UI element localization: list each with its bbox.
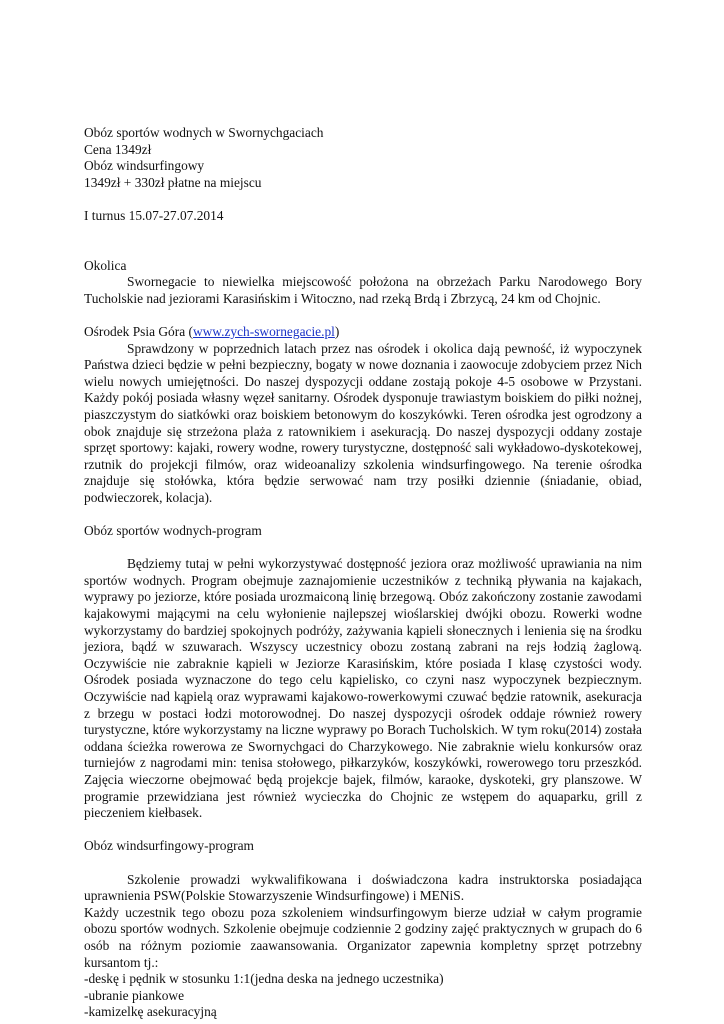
program-windsurf-text2: Każdy uczestnik tego obozu poza szkoleniem windsurfingowym bierze udział w całym programie obozu sportów wodnych. Szkolenie obejmuje codziennie 2 godziny zajęć praktycznych w grupach do 6 osób na różnym poziomie zaawansowania. Organizator zapewnia kompletny sprzęt potrzebny kursantom tj.: [84,904,642,970]
program-wodny-heading: Obóz sportów wodnych-program [84,523,262,539]
osrodek-heading-suffix: ) [334,323,340,339]
equipment-item: -deskę i pędnik w stosunku 1:1(jedna deska na jednego uczestnika) [84,971,444,987]
equipment-item: -kamizelkę asekuracyjną [84,1004,217,1020]
osrodek-website-link[interactable]: www.zych-swornegacie.pl [192,323,335,339]
turnus-dates: I turnus 15.07-27.07.2014 [84,207,224,223]
okolica-text: Swornegacie to niewielka miejscowość położona na obrzeżach Parku Narodowego Bory Tucholskie nad jeziorami Karasińskim i Witoczno, nad rzeką Brdą i Zbrzycą, 24 km od Chojnic. [84,274,642,306]
osrodek-text: Sprawdzony w poprzednich latach przez nas ośrodek i okolica dają pewność, iż wypoczynek Państwa dzieci będzie w pełni bezpieczny, bogaty w nowe doznania i zaowocuje zdobyciem przez Nich wielu nowych umiejętności. Do naszej dyspozycji oddane zostają pokoje 4-5 osobowe w Przystani. Każdy pokój posiada własny węzeł sanitarny. Ośrodek dysponuje trawiastym boiskiem do piłki nożnej, piaszczystym do siatkówki oraz boiskiem betonowym do koszykówki. Teren ośrodka jest ogrodzony a obok znajduje się strzeżona plaża z ratownikiem i asekuracją. Do naszej dyspozycji oddany zostaje sprzęt sportowy: kajaki, rowery wodne, rowery turystyczne, dostępność sali wykładowo-dyskotekowej, rzutnik do projekcji filmów, oraz wideoanalizy szkolenia windsurfingowego. Na terenie ośrodka znajduje się stołówka, która będzie serwować nam trzy posiłki dziennie (śniadanie, obiad, podwieczorek, kolacja). [84,340,642,505]
equipment-item: -ubranie piankowe [84,987,185,1003]
windsurf-title: Obóz windsurfingowy [84,158,205,174]
program-windsurf-text1: Szkolenie prowadzi wykwalifikowana i doświadczona kadra instruktorska posiadająca uprawnienia PSW(Polskie Stowarzyszenie Windsurfingowe) i MENiS. [84,871,642,904]
okolica-heading: Okolica [84,257,127,273]
camp-title: Obóz sportów wodnych w Swornychgaciach [84,125,324,140]
document-page [84,125,642,1021]
osrodek-heading [84,324,642,341]
camp-price: Cena 1349zł [84,141,152,157]
program-wodny-text: Będziemy tutaj w pełni wykorzystywać dostępność jeziora oraz możliwość uprawiania na nim sportów wodnych. Program obejmuje zaznajomienie uczestników z techniką pływania na kajakach, wyprawy po jeziorze, które posiada urozmaiconą linię brzegową. Obóz zakończony zostanie zawodami kajakowymi mającymi na celu wyłonienie najlepszej wioślarskiej dwójki obozu. Rowerki wodne wykorzystamy do bardziej spokojnych podróży, zażywania kąpieli słonecznych i lenienia się na środku jeziora, bądź w szuwarach. Wszyscy uczestnicy obozu zostaną zabrani na rejs łodzią żaglową. Oczywiście nie zabraknie kąpieli w Jeziorze Karasińskim, które posiada I klasę czystości wody. Ośrodek posiada wyznaczone do tego celu kąpielisko, co czyni nasz wypoczynek bezpiecznym. Oczywiście nad kąpielą oraz wyprawami kajakowo-rowerkowymi czuwać będzie ratownik, asekuracja z brzegu w postaci łodzi motorowodnej. Do naszej dyspozycji ośrodek oddaje również rowery turystyczne, które wykorzystamy na liczne wyprawy po Borach Tucholskich. W tym roku(2014) została oddana ścieżka rowerowa ze Swornychgaci do Charzykowego. Nie zabraknie wielu konkursów oraz turniejów z nagrodami min: tenisa stołowego, piłkarzyków, koszykówki, rowerowego toru przeszkód. Zajęcia wieczorne obejmować będą projekcje bajek, filmów, karaoke, dyskoteki, gry planszowe. W programie przewidziana jest również wycieczka do Chojnic ze wstępem do aquaparku, grill z pieczeniem kiełbasek. [84,556,642,821]
program-windsurf-heading: Obóz windsurfingowy-program [84,838,254,854]
windsurf-price: 1349zł + 330zł płatne na miejscu [84,174,262,190]
osrodek-heading-prefix: Ośrodek Psia Góra ( [84,323,193,339]
